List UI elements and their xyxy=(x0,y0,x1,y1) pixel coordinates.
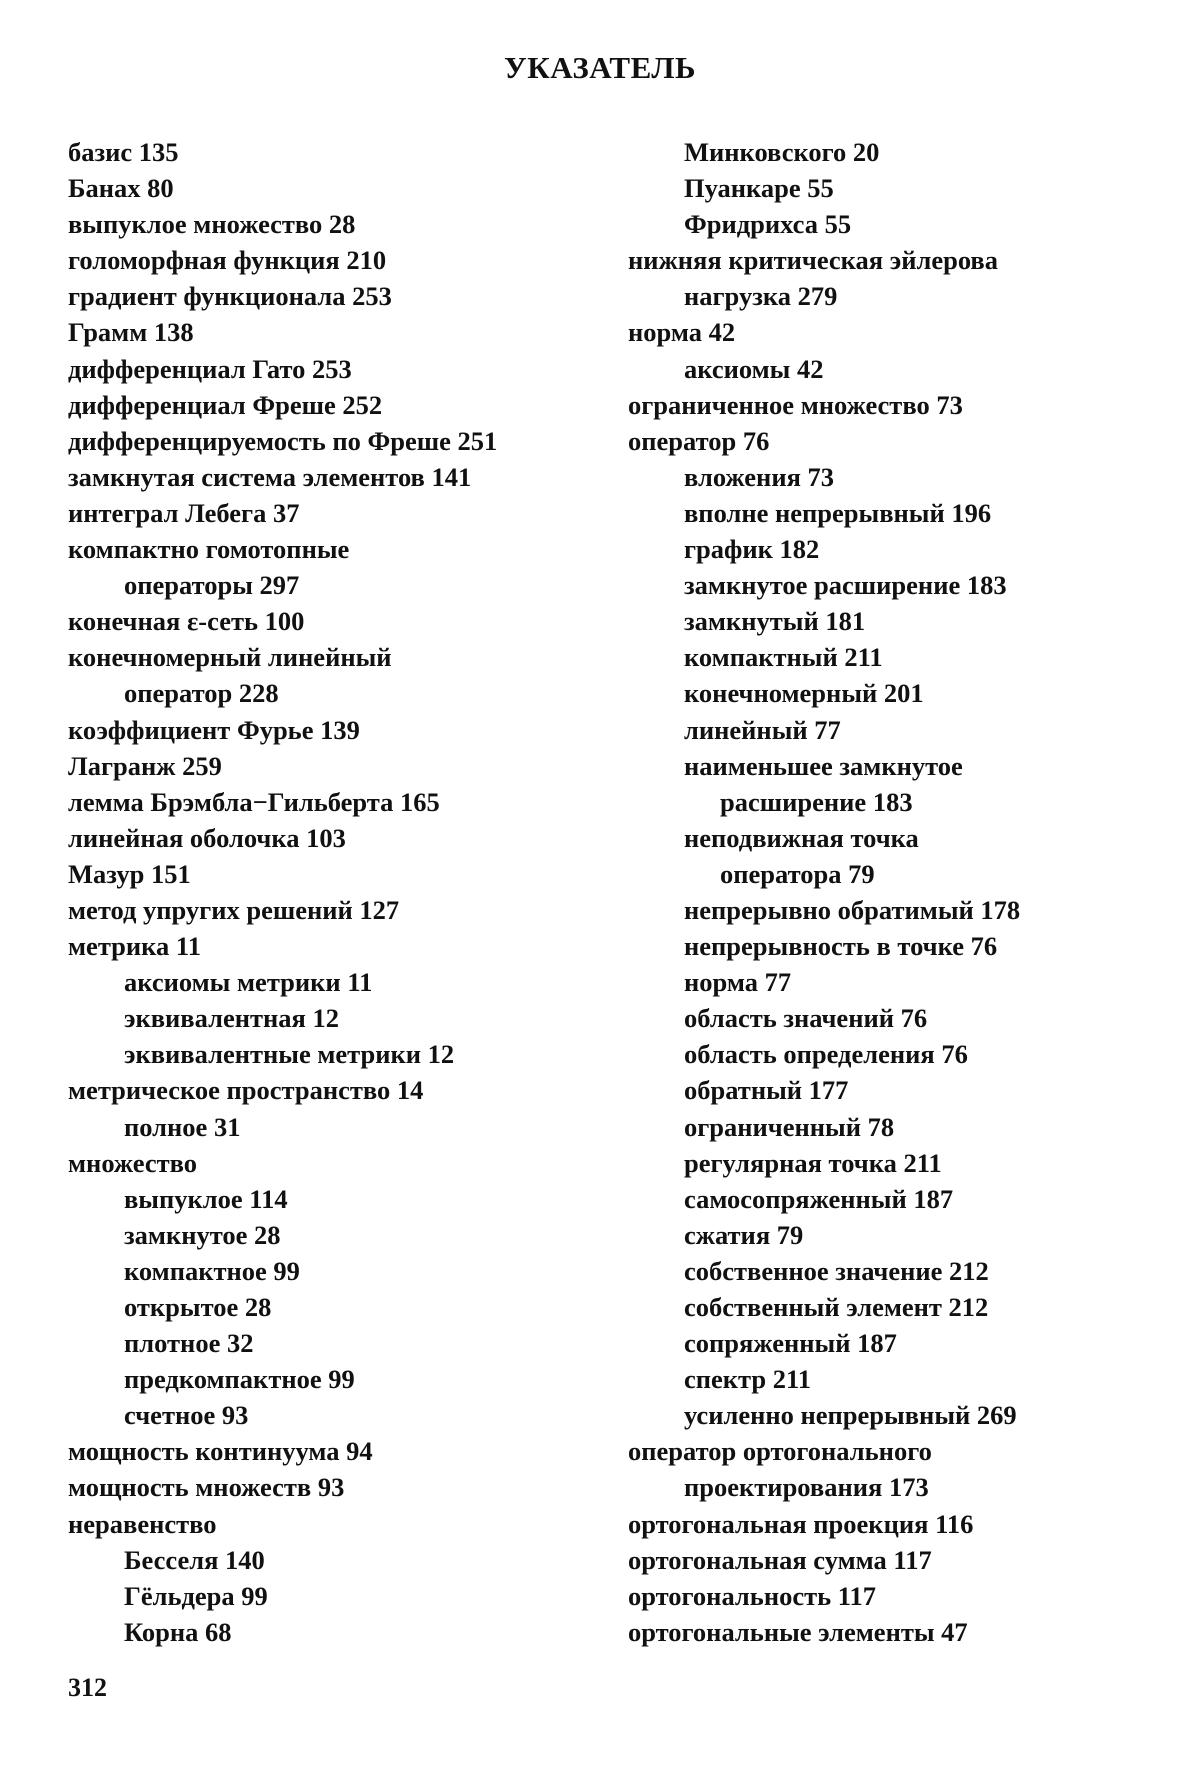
index-entry: нижняя критическая эйлерова xyxy=(628,245,998,276)
index-entry: Мазур 151 xyxy=(68,858,191,889)
index-subentry: область значений 76 xyxy=(684,1003,928,1034)
index-subentry: собственный элемент 212 xyxy=(684,1292,989,1322)
index-entry: интеграл Лебега 37 xyxy=(68,497,300,528)
index-subentry: проектирования 173 xyxy=(684,1472,929,1503)
index-subentry: аксиомы 42 xyxy=(684,353,824,384)
index-subentry: конечномерный 201 xyxy=(684,678,924,709)
index-entry: градиент функционала 253 xyxy=(68,281,392,312)
index-subentry: обратный 177 xyxy=(684,1075,849,1106)
index-subentry: вполне непрерывный 196 xyxy=(684,497,992,528)
index-subentry: эквивалентная 12 xyxy=(124,1003,339,1034)
index-subentry: неподвижная точка xyxy=(684,822,919,853)
index-subentry: плотное 32 xyxy=(124,1328,254,1359)
index-column-right xyxy=(628,134,1168,1650)
index-entry: норма 42 xyxy=(628,317,736,348)
index-subentry: график 182 xyxy=(684,534,820,565)
index-subentry: усиленно непрерывный 269 xyxy=(684,1400,1017,1431)
index-entry: дифференциал Гато 253 xyxy=(68,353,352,384)
index-subentry: Корна 68 xyxy=(124,1616,232,1647)
index-subentry: замкнутое расширение 183 xyxy=(684,570,1007,601)
page-title: УКАЗАТЕЛЬ xyxy=(504,50,696,85)
index-subentry: открытое 28 xyxy=(124,1292,272,1322)
index-subentry: счетное 93 xyxy=(124,1400,249,1431)
index-subentry: собственное значение 212 xyxy=(684,1255,989,1286)
index-entry: линейная оболочка 103 xyxy=(68,822,346,853)
page-number: 312 xyxy=(68,1673,107,1702)
index-subentry: аксиомы метрики 11 xyxy=(124,967,373,998)
index-subentry: сопряженный 187 xyxy=(684,1328,897,1359)
index-entry: оператор ортогонального xyxy=(628,1436,932,1467)
index-subentry: регулярная точка 211 xyxy=(684,1147,942,1178)
index-entry: метод упругих решений 127 xyxy=(68,894,400,925)
index-entry: коэффициент Фурье 139 xyxy=(68,714,360,745)
index-entry: конечномерный линейный xyxy=(68,642,392,673)
index-entry: мощность континуума 94 xyxy=(68,1436,373,1467)
index-subentry: спектр 211 xyxy=(684,1364,812,1395)
index-subentry: Минковского 20 xyxy=(684,137,880,167)
index-entry: Грамм 138 xyxy=(68,317,194,348)
index-subentry: компактное 99 xyxy=(124,1255,300,1286)
index-subentry: расширение 183 xyxy=(720,786,913,817)
index-subentry: компактный 211 xyxy=(684,642,883,673)
index-subentry: непрерывность в точке 76 xyxy=(684,931,998,962)
index-subentry: ограниченный 78 xyxy=(684,1111,895,1142)
index-subentry: полное 31 xyxy=(124,1111,241,1142)
index-column-left xyxy=(68,134,608,1650)
index-entry: ортогональность 117 xyxy=(628,1580,877,1611)
index-subentry: оператор 228 xyxy=(124,678,279,709)
index-entry: Лагранж 259 xyxy=(68,750,222,781)
index-subentry: норма 77 xyxy=(684,967,792,998)
index-entry: ортогональная проекция 116 xyxy=(628,1508,974,1539)
index-subentry: предкомпактное 99 xyxy=(124,1364,355,1395)
index-subentry: линейный 77 xyxy=(684,714,841,745)
index-subentry: эквивалентные метрики 12 xyxy=(124,1039,455,1070)
index-subentry: Гёльдера 99 xyxy=(124,1580,268,1611)
index-entry: ортогональная сумма 117 xyxy=(628,1544,932,1575)
index-subentry: самосопряженный 187 xyxy=(684,1183,954,1214)
index-subentry: область определения 76 xyxy=(684,1039,968,1070)
index-subentry: Бесселя 140 xyxy=(124,1544,265,1575)
index-entry: мощность множеств 93 xyxy=(68,1472,345,1503)
index-subentry: Фридрихса 55 xyxy=(684,209,852,240)
index-subentry: замкнутое 28 xyxy=(124,1219,281,1250)
index-entry: ортогональные элементы 47 xyxy=(628,1616,968,1647)
index-entry: дифференциал Фреше 252 xyxy=(68,389,383,420)
index-subentry: сжатия 79 xyxy=(684,1219,804,1250)
index-entry: метрика 11 xyxy=(68,931,201,962)
index-entry: неравенство xyxy=(68,1508,217,1539)
index-subentry: непрерывно обратимый 178 xyxy=(684,894,1021,925)
index-entry: компактно гомотопные xyxy=(68,534,350,565)
index-subentry: оператора 79 xyxy=(720,858,875,889)
index-entry: выпуклое множество 28 xyxy=(68,209,356,240)
index-entry: замкнутая система элементов 141 xyxy=(68,461,472,492)
index-entry: метрическое пространство 14 xyxy=(68,1075,424,1106)
index-entry: конечная ε-сеть 100 xyxy=(68,606,305,637)
index-entry: оператор 76 xyxy=(628,425,770,456)
index-subentry: нагрузка 279 xyxy=(684,281,838,312)
index-subentry: вложения 73 xyxy=(684,461,835,492)
index-entry: голоморфная функция 210 xyxy=(68,245,387,276)
index-entry: дифференцируемость по Фреше 251 xyxy=(68,425,498,456)
index-entry: базис 135 xyxy=(68,137,179,167)
index-subentry: выпуклое 114 xyxy=(124,1183,288,1214)
index-entry: множество xyxy=(68,1147,198,1178)
index-subentry: замкнутый 181 xyxy=(684,606,866,637)
index-entry: лемма Брэмбла−Гильберта 165 xyxy=(68,786,440,817)
index-subentry: операторы 297 xyxy=(124,570,300,601)
index-entry: ограниченное множество 73 xyxy=(628,389,963,420)
index-subentry: наименьшее замкнутое xyxy=(684,750,963,781)
index-subentry: Пуанкаре 55 xyxy=(684,173,834,204)
index-entry: Банах 80 xyxy=(68,173,174,204)
